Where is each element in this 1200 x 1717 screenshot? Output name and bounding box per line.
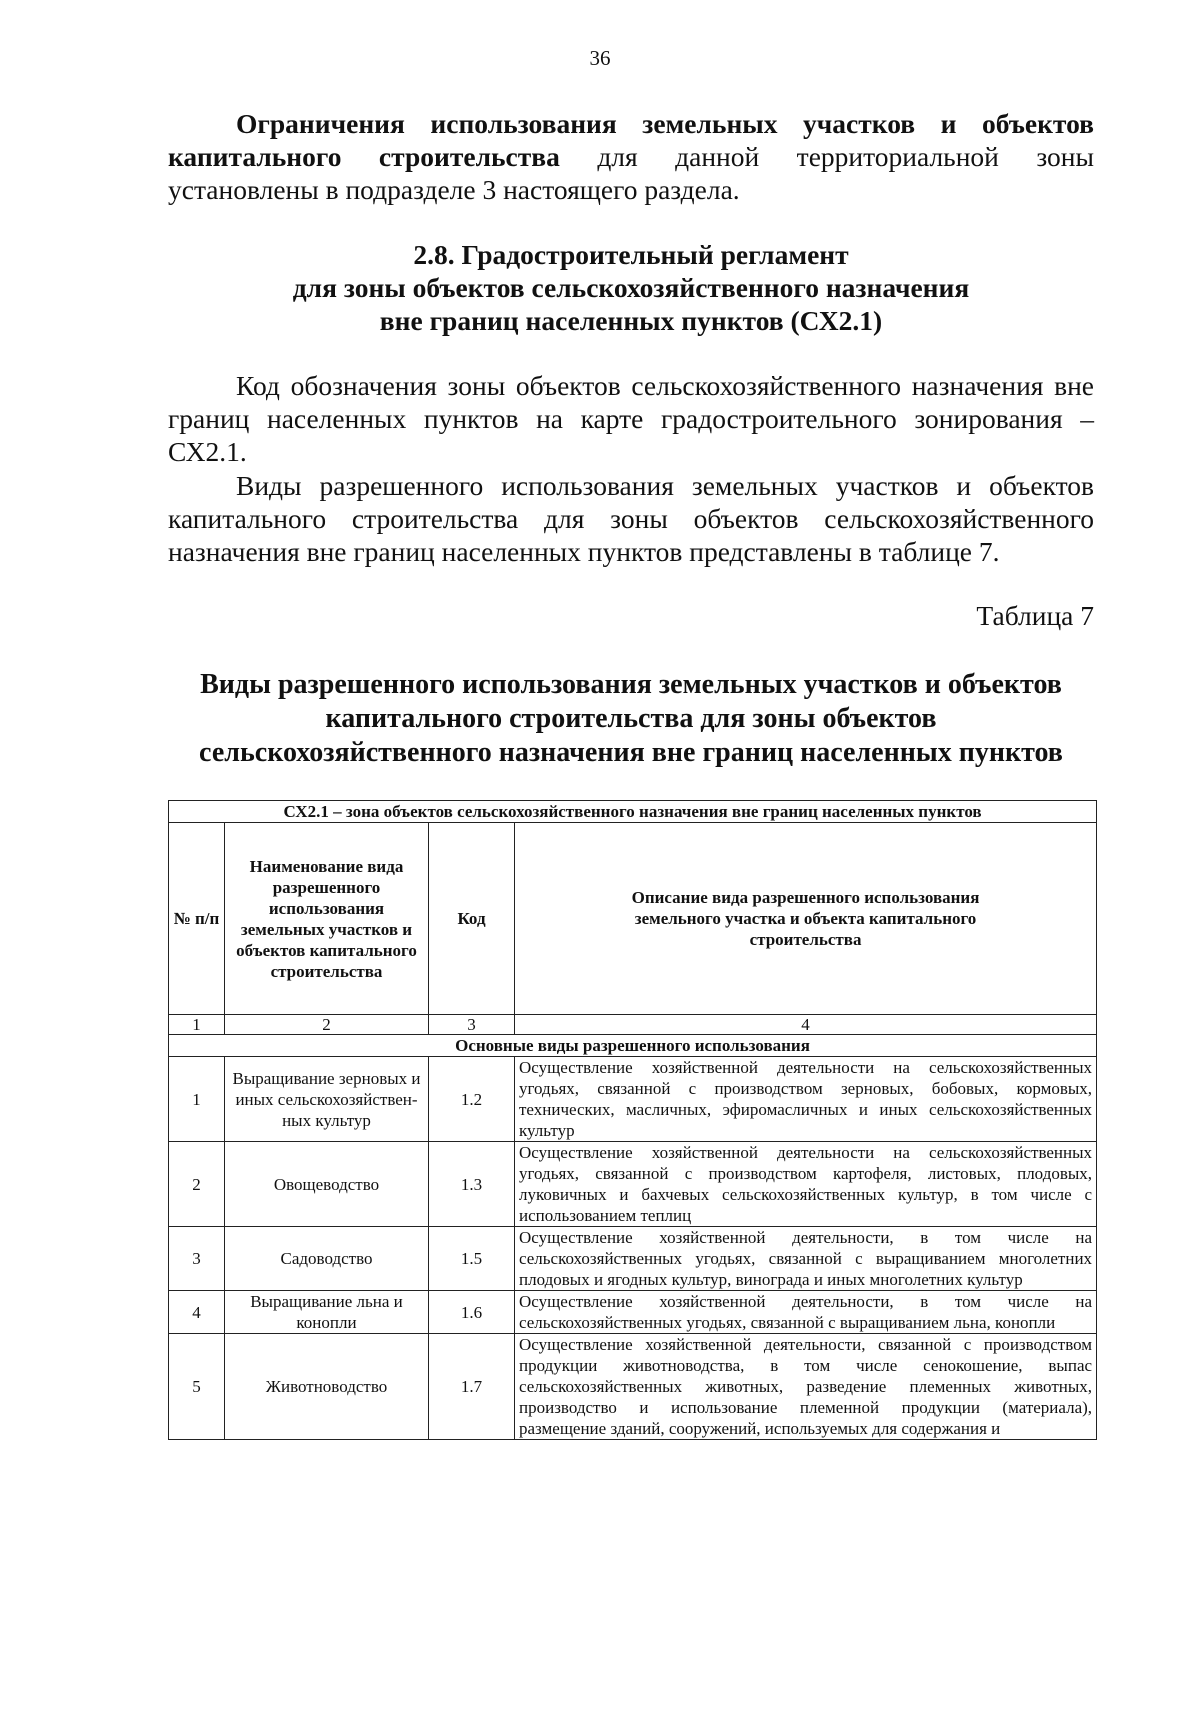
column-header-row xyxy=(169,823,1097,1015)
col-header-code: Код xyxy=(429,823,515,1015)
section-title: Основные виды разрешенного использования xyxy=(169,1035,1097,1057)
column-number: 1 xyxy=(169,1015,225,1035)
row-name: Выращивание льна и конопли xyxy=(225,1291,429,1334)
table-title-line-1: Виды разрешенного использования земельных участков и объектов xyxy=(200,669,1062,700)
permitted-use-paragraph xyxy=(168,469,1094,568)
table-row xyxy=(169,1227,1097,1291)
zone-header-row xyxy=(169,801,1097,823)
section-row xyxy=(169,1035,1097,1057)
permitted-use-table xyxy=(168,800,1097,1440)
row-code: 1.5 xyxy=(429,1227,515,1291)
col-header-desc: Описание вида разрешенного использования земельного участка и объекта капитального строительства xyxy=(515,823,1097,1015)
table-row xyxy=(169,1057,1097,1142)
row-desc: Осуществление хозяйственной деятельности на сельскохозяйственных угодьях, связанной с производством картофеля, листовых, плодовых, луковичных и бахчевых сельскохозяйственных культур, в том числе с использованием теплиц xyxy=(515,1142,1097,1227)
column-number: 4 xyxy=(515,1015,1097,1035)
row-desc: Осуществление хозяйственной деятельности, в том числе на сельскохозяйственных угодьях, связанной с выращиванием многолетних плодовых и ягодных культур, винограда и иных многолетних культур xyxy=(515,1227,1097,1291)
row-desc: Осуществление хозяйственной деятельности, в том числе на сельскохозяйственных угодьях, связанной с выращиванием льна, конопли xyxy=(515,1291,1097,1334)
row-name: Овощеводство xyxy=(225,1142,429,1227)
row-desc: Осуществление хозяйственной деятельности на сельскохозяйственных угодьях, связанной с производством зерновых, бобовых, кормовых, технических, масличных, эфиромасличных и иных сельскохозяйственных культур xyxy=(515,1057,1097,1142)
zone-header: СХ2.1 – зона объектов сельскохозяйственного назначения вне границ населенных пунктов xyxy=(169,801,1097,823)
col-header-name: Наименование вида разрешенного использования земельных участков и объектов капитального строительства xyxy=(225,823,429,1015)
section-heading xyxy=(168,238,1094,337)
zone-code-paragraph xyxy=(168,369,1094,468)
heading-line-2: для зоны объектов сельскохозяйственного назначения xyxy=(292,272,970,303)
heading-line-1: 2.8. Градостроительный регламент xyxy=(413,239,849,270)
row-name: Выращивание зерновых и иных сельскохозяйствен-ных культур xyxy=(225,1057,429,1142)
intro-paragraph xyxy=(168,107,1094,206)
row-num: 5 xyxy=(169,1334,225,1440)
zone-code-text: Код обозначения зоны объектов сельскохозяйственного назначения вне границ населенных пунктов на карте градостроительного зонирования – СХ2.1. xyxy=(168,370,1094,467)
permitted-use-text: Виды разрешенного использования земельных участков и объектов капитального строительства для зоны объектов сельскохозяйственного назначения вне границ населенных пунктов представлены в таблице 7. xyxy=(168,470,1094,567)
table-row xyxy=(169,1291,1097,1334)
row-code: 1.6 xyxy=(429,1291,515,1334)
page-number: 36 xyxy=(589,46,611,70)
column-number-row xyxy=(169,1015,1097,1035)
row-name: Садоводство xyxy=(225,1227,429,1291)
table-row xyxy=(169,1334,1097,1440)
row-num: 1 xyxy=(169,1057,225,1142)
row-num: 4 xyxy=(169,1291,225,1334)
table-row xyxy=(169,1142,1097,1227)
intro-rest-text: для данной территориальной зоны установлены в подразделе 3 настоящего раздела. xyxy=(168,141,1094,205)
row-code: 1.2 xyxy=(429,1057,515,1142)
table-title xyxy=(168,668,1094,770)
intro-bold-text: Ограничения использования земельных участков и объектов капитального строительства xyxy=(168,108,1094,172)
row-desc: Осуществление хозяйственной деятельности, связанной с производством продукции животноводства, в том числе сенокошение, выпас сельскохозяйственных животных, разведение племенных животных, производство и использование племенной продукции (материала), размещение зданий, сооружений, используемых для содержания и xyxy=(515,1334,1097,1440)
row-num: 2 xyxy=(169,1142,225,1227)
table-label: Таблица 7 xyxy=(976,600,1094,631)
heading-line-3: вне границ населенных пунктов (СХ2.1) xyxy=(379,305,883,336)
column-number: 2 xyxy=(225,1015,429,1035)
col-header-num: № п/п xyxy=(169,823,225,1015)
row-code: 1.3 xyxy=(429,1142,515,1227)
table-title-line-2: капитального строительства для зоны объектов xyxy=(325,703,937,734)
row-num: 3 xyxy=(169,1227,225,1291)
table-title-line-3: сельскохозяйственного назначения вне границ населенных пунктов xyxy=(199,737,1063,768)
row-name: Животноводство xyxy=(225,1334,429,1440)
column-number: 3 xyxy=(429,1015,515,1035)
row-code: 1.7 xyxy=(429,1334,515,1440)
